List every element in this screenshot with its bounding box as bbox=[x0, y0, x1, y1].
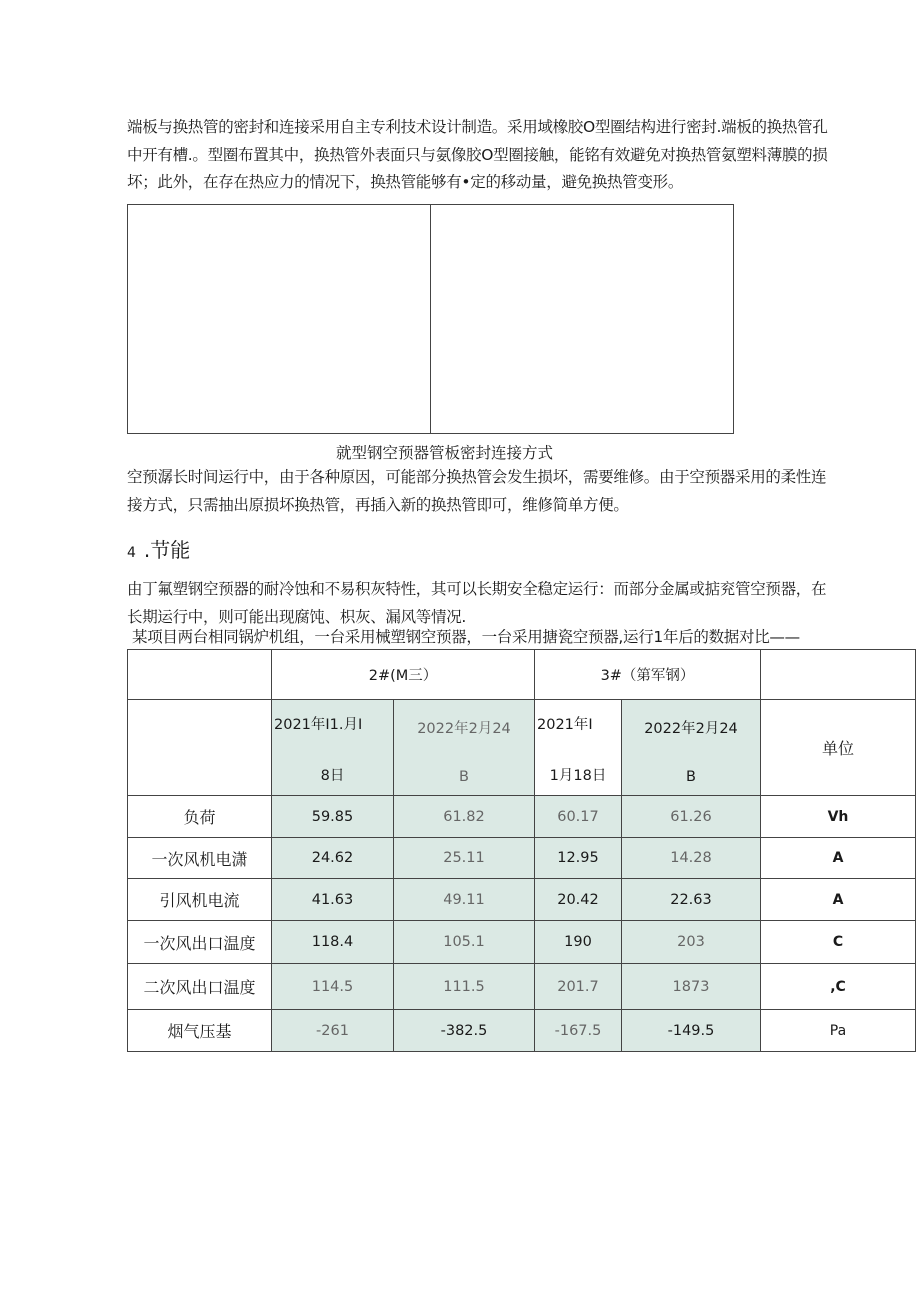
paragraph-line: 长期运行中，则可能出现腐饨、枳灰、漏风等情况. bbox=[127, 607, 467, 626]
date-header-bottom: 8日 bbox=[320, 767, 345, 784]
maintenance-paragraph bbox=[127, 464, 912, 519]
value-cell: 105.1 bbox=[394, 921, 535, 964]
value-cell: 41.63 bbox=[272, 879, 394, 921]
value-cell: -149.5 bbox=[622, 1010, 761, 1052]
unit-cell: Pa bbox=[761, 1010, 916, 1052]
row-label: 烟气压基 bbox=[128, 1010, 272, 1052]
date-header-top: 2021年I1.月I bbox=[274, 716, 363, 733]
energy-saving-paragraph bbox=[127, 576, 912, 631]
unit-cell: ,C bbox=[761, 964, 916, 1010]
value-cell: -167.5 bbox=[535, 1010, 622, 1052]
figure-placeholder bbox=[127, 204, 734, 434]
table-title: 某项目两台相同锅炉机组，一台采用械塑钢空预器，一台采用搪瓷空预器,运行1年后的数据对比—— bbox=[132, 628, 800, 646]
value-cell: 22.63 bbox=[622, 879, 761, 921]
unit-cell: A bbox=[761, 879, 916, 921]
unit-cell: Vh bbox=[761, 796, 916, 838]
table-row bbox=[128, 1010, 916, 1052]
date-header-cell bbox=[535, 700, 622, 796]
date-header-bottom: B bbox=[459, 768, 469, 785]
value-cell: 60.17 bbox=[535, 796, 622, 838]
value-cell: 20.42 bbox=[535, 879, 622, 921]
date-header-bottom: B bbox=[686, 768, 696, 785]
value-cell: -382.5 bbox=[394, 1010, 535, 1052]
date-header-top: 2022年2月24 bbox=[644, 720, 738, 737]
figure-panel-left bbox=[128, 205, 430, 433]
date-header-cell bbox=[272, 700, 394, 796]
row-label: 一次风出口温度 bbox=[128, 921, 272, 964]
value-cell: 114.5 bbox=[272, 964, 394, 1010]
paragraph-line: 坏；此外，在存在热应力的情况下，换热管能够有•定的移动量，避免换热管变形。 bbox=[127, 173, 684, 191]
table-row bbox=[128, 921, 916, 964]
comparison-table bbox=[127, 649, 916, 1052]
value-cell: 61.82 bbox=[394, 796, 535, 838]
section-heading bbox=[127, 534, 190, 563]
figure-caption: 就型钢空预器管板密封连接方式 bbox=[336, 444, 554, 462]
value-cell: 24.62 bbox=[272, 838, 394, 879]
date-header-cell bbox=[394, 700, 535, 796]
table-date-header-row bbox=[128, 700, 916, 796]
paragraph-line: 空预潺长时间运行中，由于各种原因，可能部分换热管会发生损坏，需要维修。由于空预器采用的柔性连 bbox=[127, 468, 827, 486]
unit-header: 单位 bbox=[761, 700, 916, 796]
value-cell: -261 bbox=[272, 1010, 394, 1052]
section-number: 4 bbox=[127, 545, 136, 561]
table-blank-cell bbox=[128, 700, 272, 796]
table-row bbox=[128, 838, 916, 879]
date-header-cell bbox=[622, 700, 761, 796]
figure-panel-right bbox=[430, 205, 733, 433]
value-cell: 118.4 bbox=[272, 921, 394, 964]
paragraph-line: 中开有槽.。型圈布置其中，换热管外表面只与氨像胶O型圈接触，能铭有效避免对换热管氨塑料薄膜的损 bbox=[127, 145, 828, 164]
value-cell: 49.11 bbox=[394, 879, 535, 921]
value-cell: 59.85 bbox=[272, 796, 394, 838]
group-header-3: 3#（第军钢） bbox=[535, 650, 761, 700]
row-label: 负荷 bbox=[128, 796, 272, 838]
table-group-header-row bbox=[128, 650, 916, 700]
paragraph-line: 由丁氟塑钢空预器的耐冷蚀和不易积灰特性，其可以长期安全稳定运行：而部分金属或掂兖管空预器，在 bbox=[127, 580, 827, 598]
row-label: 二次风出口温度 bbox=[128, 964, 272, 1010]
table-blank-header bbox=[761, 650, 916, 700]
section-title: .节能 bbox=[143, 538, 191, 562]
row-label: 一次风机电潇 bbox=[128, 838, 272, 879]
value-cell: 1873 bbox=[622, 964, 761, 1010]
table-corner-cell bbox=[128, 650, 272, 700]
value-cell: 203 bbox=[622, 921, 761, 964]
value-cell: 201.7 bbox=[535, 964, 622, 1010]
table-row bbox=[128, 964, 916, 1010]
row-label: 引风机电流 bbox=[128, 879, 272, 921]
date-header-bottom: 1月18日 bbox=[549, 767, 607, 784]
value-cell: 61.26 bbox=[622, 796, 761, 838]
table-row bbox=[128, 879, 916, 921]
table-row bbox=[128, 796, 916, 838]
date-header-top: 2022年2月24 bbox=[417, 720, 511, 737]
unit-cell: C bbox=[761, 921, 916, 964]
seal-description-paragraph bbox=[127, 114, 912, 197]
unit-cell: A bbox=[761, 838, 916, 879]
paragraph-line: 端板与换热管的密封和连接采用自主专利技术设计制造。采用域橡胶O型圈结构进行密封.端板的换热管孔 bbox=[127, 118, 828, 136]
value-cell: 25.11 bbox=[394, 838, 535, 879]
value-cell: 190 bbox=[535, 921, 622, 964]
value-cell: 14.28 bbox=[622, 838, 761, 879]
group-header-2: 2#(M三） bbox=[272, 650, 535, 700]
paragraph-line: 接方式，只需抽出原损坏换热管，再插入新的换热管即可，维修简单方便。 bbox=[127, 495, 629, 514]
value-cell: 111.5 bbox=[394, 964, 535, 1010]
date-header-top: 2021年I bbox=[537, 716, 593, 733]
value-cell: 12.95 bbox=[535, 838, 622, 879]
